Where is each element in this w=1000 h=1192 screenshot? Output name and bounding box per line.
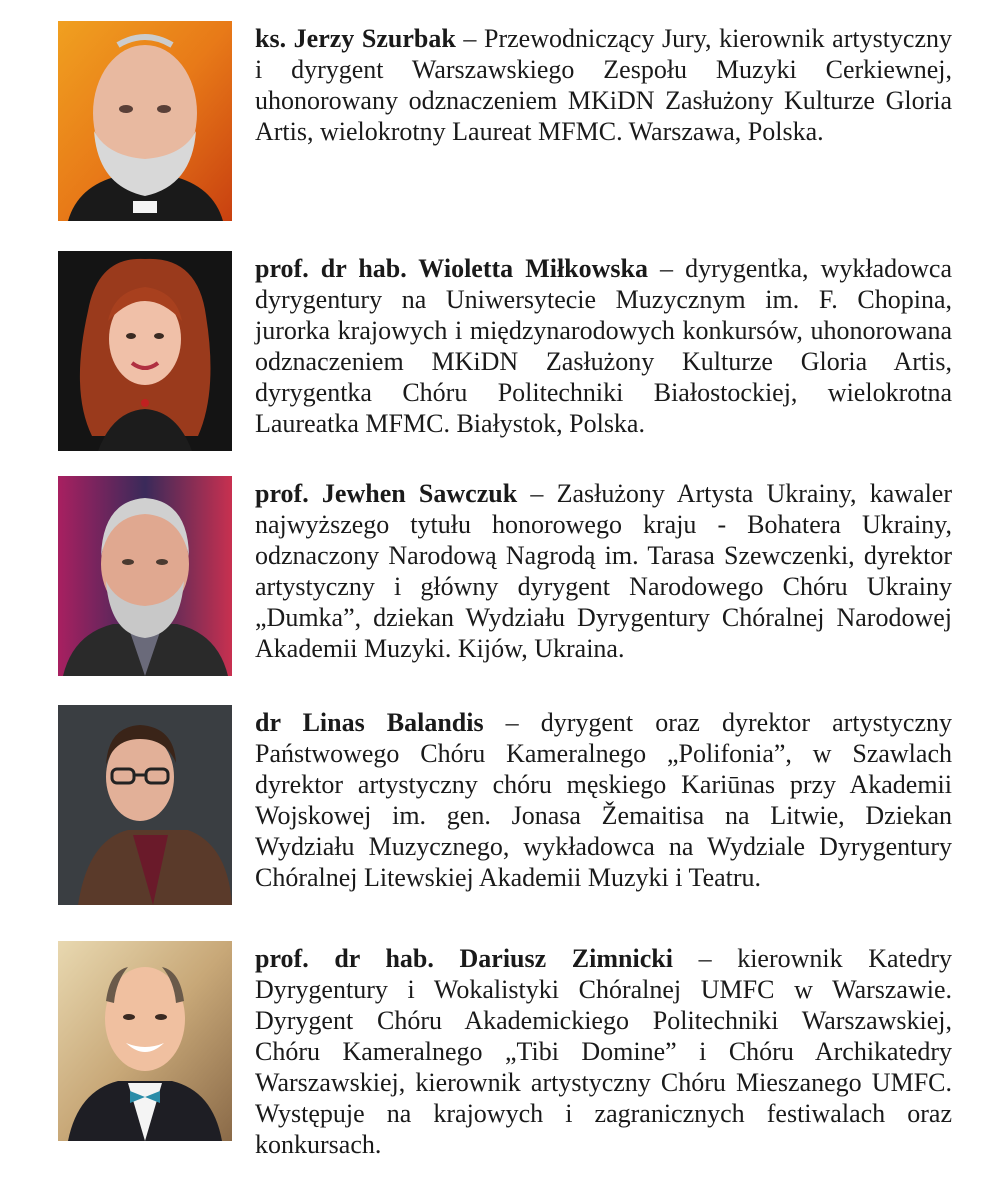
jury-bio bbox=[255, 21, 952, 147]
portrait-photo bbox=[58, 251, 232, 451]
jury-name: prof. dr hab. Wioletta Miłkowska bbox=[255, 254, 648, 283]
portrait-photo bbox=[58, 21, 232, 221]
portrait-photo bbox=[58, 705, 232, 905]
jury-description: – dyrygentka, wykładowca dyrygentury na Uniwersytecie Muzycznym im. F. Chopina, jurorka krajowych i międzynarodowych konkursów, uhonorowana odznaczeniem MKiDN Zasłużony Kulturze Gloria Artis, dyrygentka Chóru Politechniki Białostockiej, wielokrotna Laureatka MFMC. Białystok, Polska. bbox=[255, 254, 952, 438]
jury-name: ks. Jerzy Szurbak bbox=[255, 24, 456, 53]
jury-description: – dyrygent oraz dyrektor artystyczny Państwowego Chóru Kameralnego „Polifonia”, w Szawlach dyrektor artystyczny chóru męskiego Kariūnas przy Akademii Wojskowej im. gen. Jonasa Žemaitisa na Litwie, Dziekan Wydziału Muzycznego, wykładowca na Wydziale Dyrygentury Chóralnej Litewskiej Akademii Muzyki i Teatru. bbox=[255, 708, 952, 892]
portrait-photo bbox=[58, 941, 232, 1141]
jury-description: – Zasłużony Artysta Ukrainy, kawaler najwyższego tytułu honorowego kraju - Bohatera Ukrainy, odznaczony Narodową Nagrodą im. Tarasa Szewczenki, dyrektor artystyczny i główny dyrygent Narodowego Chóru Ukrainy „Dumka”, dziekan Wydziału Dyrygentury Chóralnej Narodowej Akademii Muzyki. Kijów, Ukraina. bbox=[255, 479, 953, 663]
jury-description: – Przewodniczący Jury, kierownik artystyczny i dyrygent Warszawskiego Zespołu Muzyki Cerkiewnej, uhonorowany odznaczeniem MKiDN Zasłużony Kulturze Gloria Artis, wielokrotny Laureat MFMC. Warszawa, Polska. bbox=[255, 24, 952, 146]
jury-bio bbox=[255, 476, 952, 664]
jury-bio bbox=[255, 705, 952, 893]
jury-bio bbox=[255, 251, 952, 439]
jury-bio bbox=[255, 941, 952, 1160]
jury-description: – kierownik Katedry Dyrygentury i Wokalistyki Chóralnej UMFC w Warszawie. Dyrygent Chóru Akademickiego Politechniki Warszawskiej, Chóru Kameralnego „Tibi Domine” i Chóru Archikatedry Warszawskiej, kierownik artystyczny Chóru Mieszanego UMFC. Występuje na krajowych i zagranicznych festiwalach oraz konkursach. bbox=[255, 944, 952, 1159]
jury-name: prof. dr hab. Dariusz Zimnicki bbox=[255, 944, 673, 973]
portrait-photo bbox=[58, 476, 232, 676]
jury-name: prof. Jewhen Sawczuk bbox=[255, 479, 518, 508]
jury-name: dr Linas Balandis bbox=[255, 708, 484, 737]
